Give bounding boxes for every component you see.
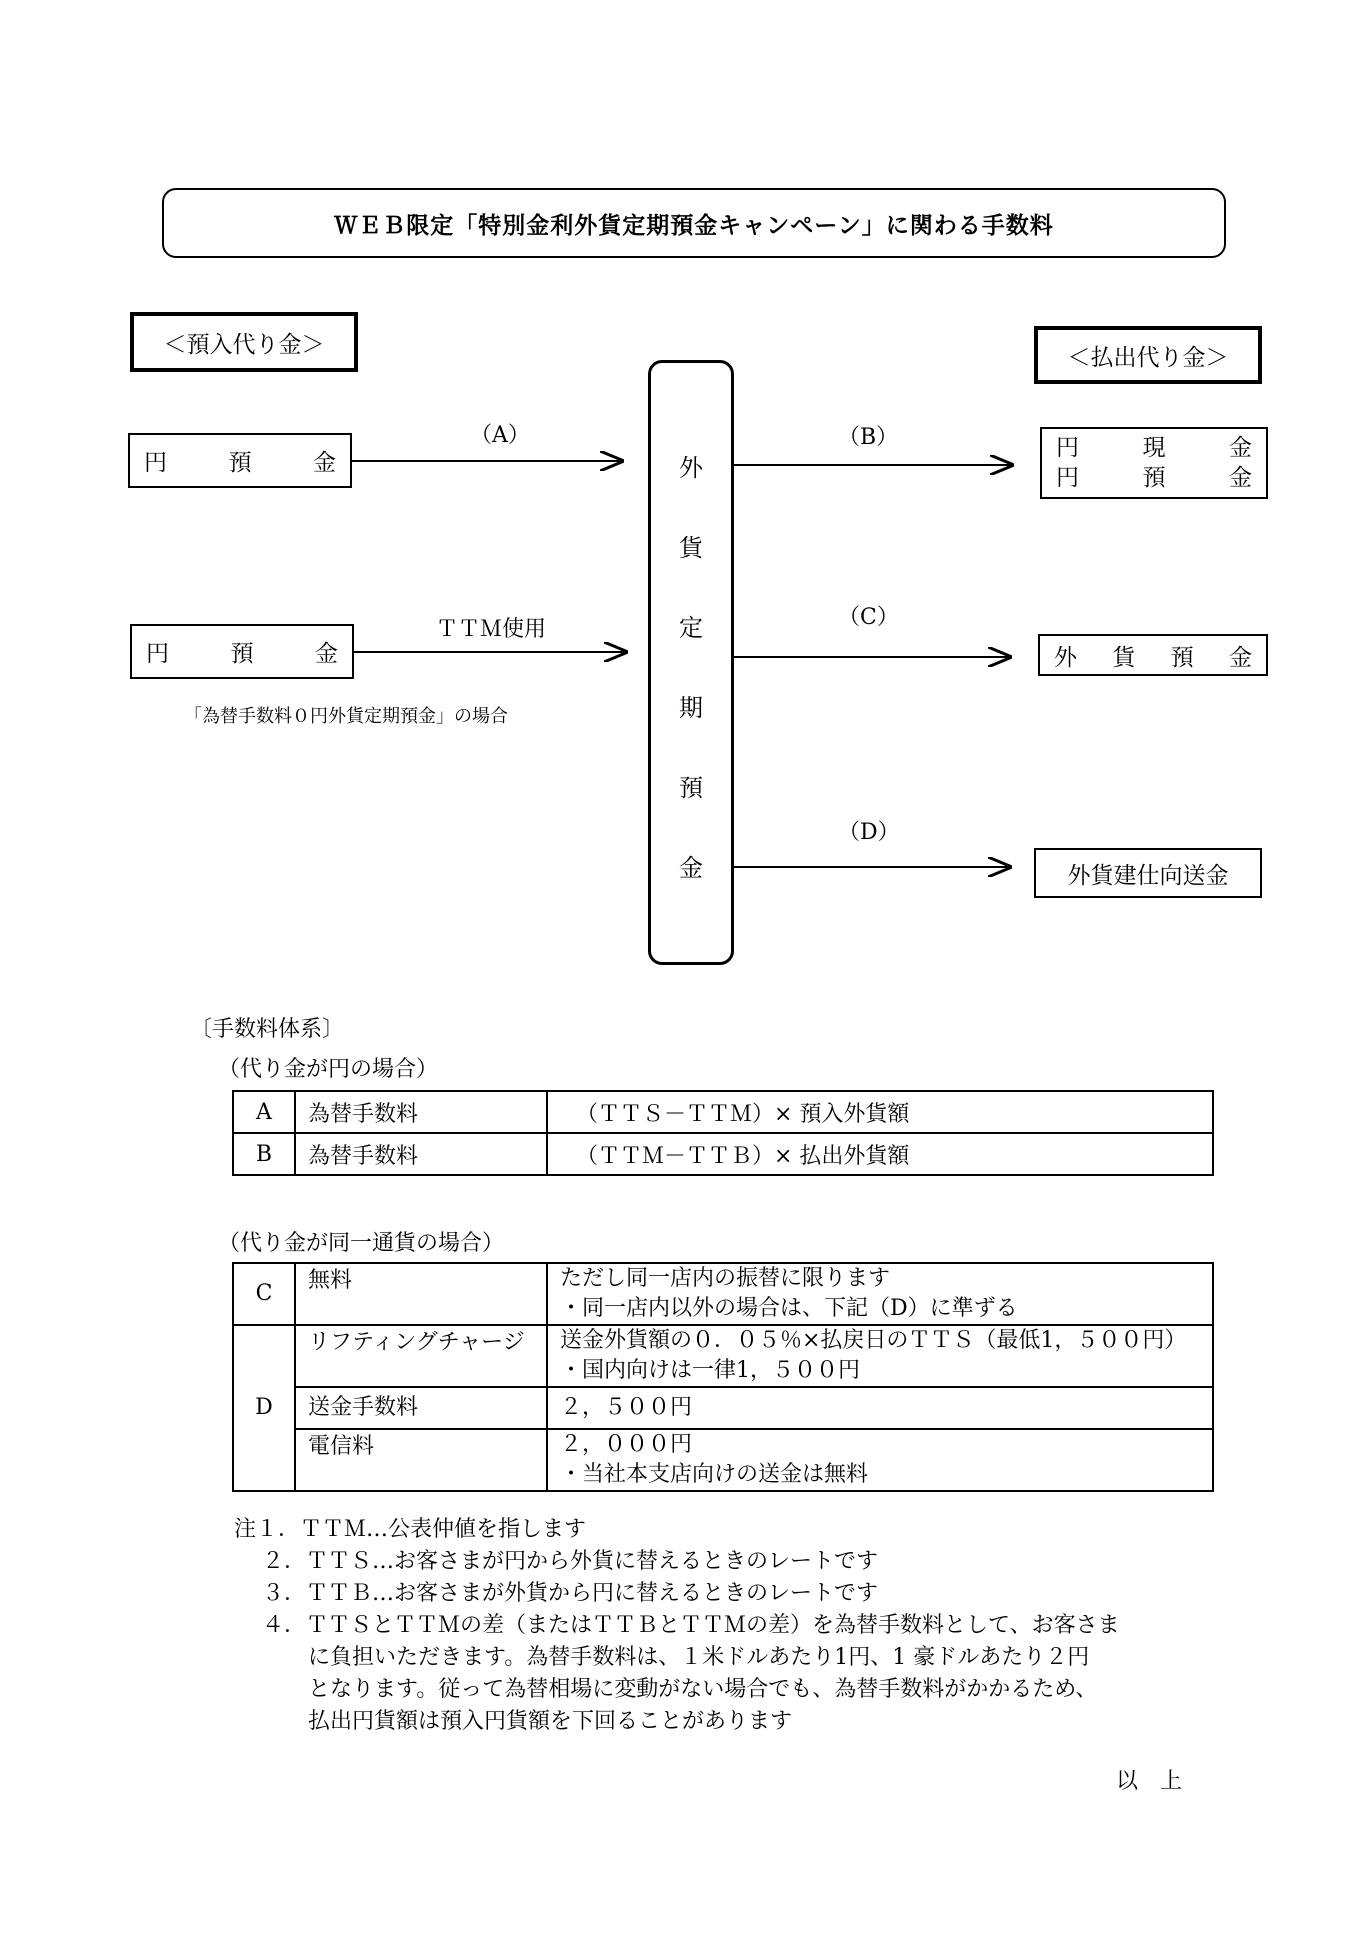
table-row: [233, 1133, 1213, 1175]
table-row: [233, 1429, 1213, 1491]
arrow-c-label: （C）: [838, 605, 899, 630]
note-4-line-2: に負担いただきます。為替手数料は、１米ドルあたり1円、1 豪ドルあたり２円: [308, 1645, 1090, 1670]
fees-heading: 〔手数料体系〕: [190, 1017, 345, 1042]
source1-char: 円: [144, 450, 167, 476]
fee-detail-line: ただし同一店内の振替に限ります: [560, 1266, 891, 1291]
table-row: [233, 1263, 1213, 1325]
same-currency-fee-table: [232, 1262, 1214, 1492]
table-row: [233, 1387, 1213, 1429]
fee-name: 送金手数料: [295, 1387, 547, 1429]
deposit-header: ＜預入代り金＞: [130, 312, 358, 372]
page-title: ＷＥＢ限定「特別金利外貨定期預金キャンペーン」に関わる手数料: [162, 188, 1226, 258]
dest-c-char: 金: [1228, 644, 1252, 671]
fee-detail-line: ・当社本支店向けの送金は無料: [560, 1462, 869, 1487]
fee-name: リフティングチャージ: [295, 1325, 547, 1387]
dest-b-char: 金: [1229, 465, 1252, 491]
center-char: 金: [679, 854, 703, 882]
case-note: 「為替手数料０円外貨定期預金」の場合: [184, 706, 508, 727]
arrow-ttm-label: ＴＴＭ使用: [436, 617, 547, 642]
note-1: 注１．ＴＴＭ…公表仲値を指します: [234, 1517, 587, 1542]
dest-c-char: 貨: [1112, 644, 1136, 671]
dest-b-char: 現: [1142, 435, 1166, 461]
arrow-b-label: （B）: [838, 425, 899, 450]
fee-formula: （ＴＴＭ－ＴＴＢ）× 払出外貨額: [547, 1133, 1213, 1175]
center-char: 貨: [679, 534, 703, 562]
dest-b-char: 円: [1056, 465, 1079, 491]
table-row: [233, 1091, 1213, 1133]
fee-name: 電信料: [295, 1429, 547, 1491]
table-row: [233, 1325, 1213, 1387]
payout-header: ＜払出代り金＞: [1034, 326, 1262, 384]
center-char: 期: [679, 694, 703, 722]
fee-name: 無料: [295, 1263, 547, 1325]
fee-formula: （ＴＴＳ－ＴＴＭ）× 預入外貨額: [547, 1091, 1213, 1133]
note-4-line-4: 払出円貨額は預入円貨額を下回ることがあります: [308, 1709, 793, 1734]
source2-char: 円: [146, 641, 169, 667]
note-2: ２．ＴＴＳ…お客さまが円から外貨に替えるときのレートです: [262, 1549, 879, 1574]
center-char: 預: [679, 774, 703, 802]
fee-detail: ２，５００円: [547, 1387, 1213, 1429]
fee-code: D: [233, 1325, 295, 1491]
fee-detail-line: ・同一店内以外の場合は、下記（D）に準ずる: [560, 1296, 1018, 1321]
dest-c-char: 外: [1054, 644, 1077, 671]
fee-detail: [547, 1325, 1213, 1387]
note-4-line-3: となります。従って為替相場に変動がない場合でも、為替手数料がかかるため、: [308, 1677, 1098, 1702]
fee-code: C: [233, 1263, 295, 1325]
arrow-d-label: （D）: [838, 820, 900, 845]
arrow-a-label: （A）: [470, 423, 530, 448]
closing-mark: 以 上: [1116, 1769, 1183, 1794]
source2-char: 預: [230, 641, 254, 667]
fee-name: 為替手数料: [295, 1133, 547, 1175]
note-3: ３．ＴＴＢ…お客さまが外貨から円に替えるときのレートです: [262, 1581, 879, 1606]
fee-detail-line: ２，０００円: [560, 1432, 693, 1457]
dest-b-char: 円: [1056, 435, 1079, 461]
dest-fx-remittance: 外貨建仕向送金: [1034, 848, 1262, 898]
fee-detail: [547, 1429, 1213, 1491]
note-4-line-1: ４．ＴＴＳとＴＴＭの差（またはＴＴＢとＴＴＭの差）を為替手数料として、お客さま: [262, 1613, 1120, 1638]
fee-detail: [547, 1263, 1213, 1325]
fee-code: A: [233, 1091, 295, 1133]
source1-char: 預: [228, 450, 252, 476]
source1-char: 金: [313, 450, 336, 476]
source2-char: 金: [315, 641, 338, 667]
center-char: 外: [679, 454, 703, 482]
center-char: 定: [679, 614, 703, 642]
yen-fee-table: [232, 1090, 1214, 1176]
same-currency-heading: （代り金が同一通貨の場合）: [218, 1231, 505, 1256]
fee-name: 為替手数料: [295, 1091, 547, 1133]
fee-code: B: [233, 1133, 295, 1175]
fee-detail-line: 送金外貨額の０．０５％×払戻日のＴＴＳ（最低1，５００円）: [560, 1328, 1187, 1353]
fee-detail-line: ・国内向けは一律1，５００円: [560, 1358, 860, 1383]
dest-c-char: 預: [1170, 644, 1194, 671]
dest-b-char: 金: [1229, 435, 1252, 461]
yen-case-heading: （代り金が円の場合）: [218, 1057, 439, 1082]
dest-b-char: 預: [1142, 465, 1166, 491]
